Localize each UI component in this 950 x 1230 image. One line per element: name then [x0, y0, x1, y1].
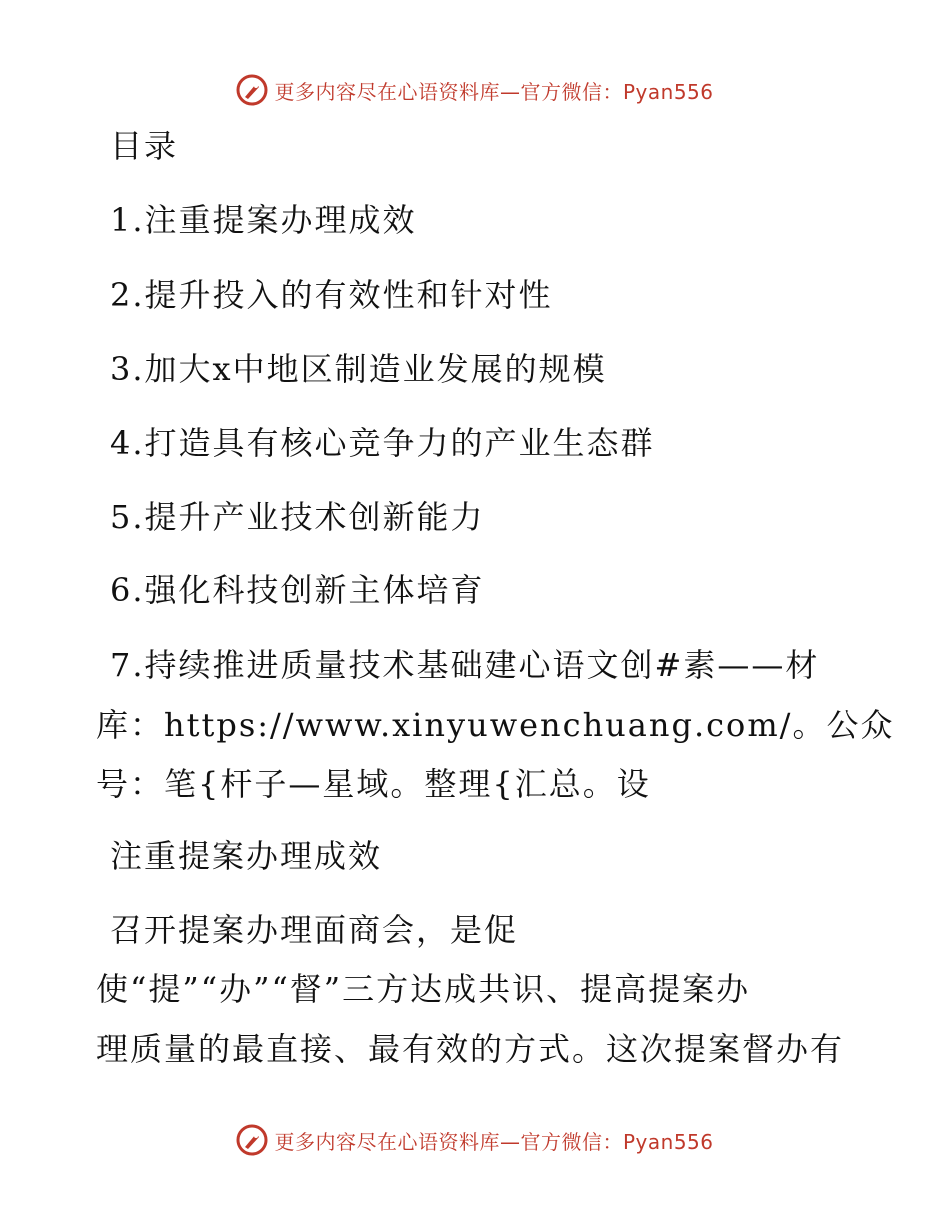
- toc-item-7-line-2: 库：https://www.xinyuwenchuang.com/。公众: [96, 706, 895, 744]
- footer-banner-text: [274, 1126, 713, 1155]
- toc-item-6: 6.强化科技创新主体培育: [110, 571, 485, 609]
- toc-item-7-line-3: 号：笔{杆子—星域。整理{汇总。设: [96, 765, 651, 803]
- section-heading: 注重提案办理成效: [110, 837, 383, 875]
- pen-logo-icon: [236, 74, 268, 106]
- paragraph-line-3: 理质量的最直接、最有效的方式。这次提案督办有: [96, 1030, 845, 1068]
- toc-item-1: 1.注重提案办理成效: [110, 201, 417, 239]
- footer-banner: [0, 1120, 950, 1160]
- toc-heading: 目录: [110, 127, 179, 165]
- paragraph-line-2: 使“提”“办”“督”三方达成共识、提高提案办: [96, 970, 751, 1008]
- footer-banner-label: 更多内容尽在心语资料库—官方微信：: [274, 1129, 623, 1154]
- pen-logo-icon: [236, 1124, 268, 1156]
- toc-item-2: 2.提升投入的有效性和针对性: [110, 276, 553, 314]
- paragraph-line-1: 召开提案办理面商会，是促: [110, 911, 519, 949]
- banner-label: 更多内容尽在心语资料库—官方微信：: [274, 79, 623, 104]
- banner-text: [274, 76, 713, 105]
- header-banner: [0, 70, 950, 110]
- banner-wechat-id: Pyan556: [622, 79, 714, 104]
- toc-item-4: 4.打造具有核心竞争力的产业生态群: [110, 424, 655, 462]
- footer-banner-wechat-id: Pyan556: [622, 1129, 714, 1154]
- toc-item-3: 3.加大x中地区制造业发展的规模: [110, 350, 607, 388]
- toc-item-7-line-1: 7.持续推进质量技术基础建心语文创#素——材: [110, 646, 820, 684]
- toc-item-5: 5.提升产业技术创新能力: [110, 498, 485, 536]
